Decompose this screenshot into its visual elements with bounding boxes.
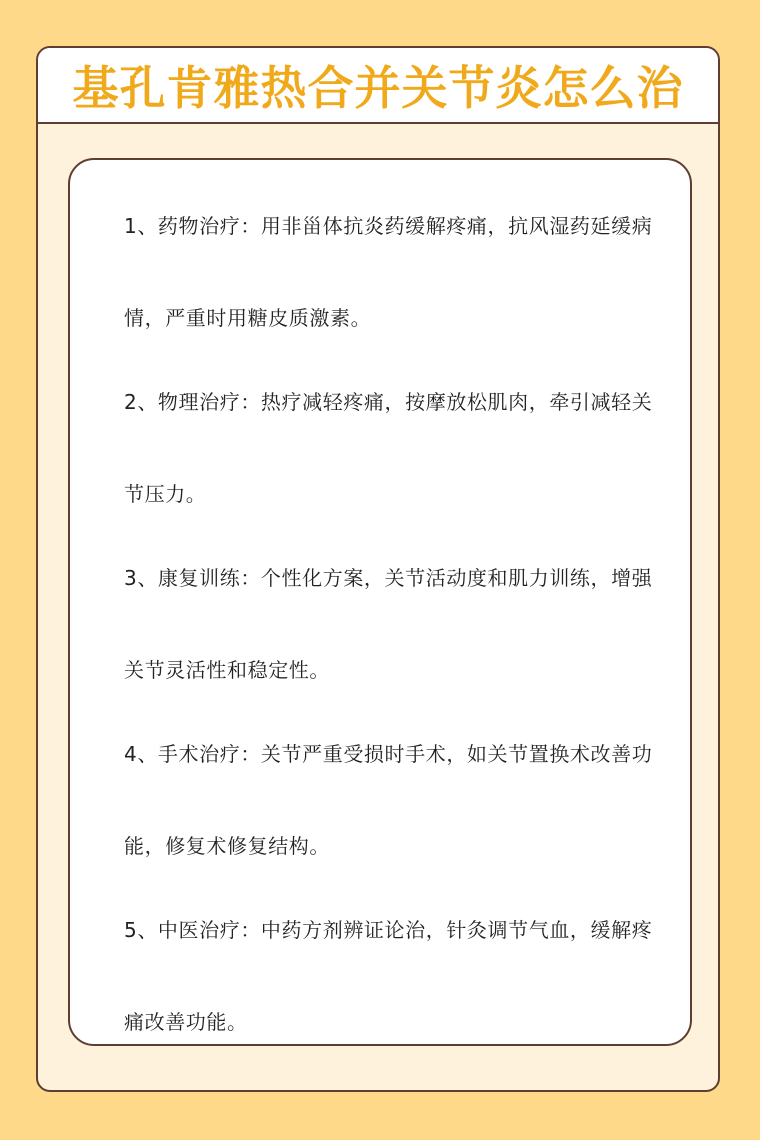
outer-card — [36, 46, 720, 1092]
page-title: 基孔肯雅热合并关节炎怎么治 — [72, 61, 684, 115]
list-item-rehab-training: 3、康复训练：个性化方案，关节活动度和肌力训练，增强关节灵活性和稳定性。 — [124, 566, 653, 682]
list-item-tcm-therapy: 5、中医治疗：中药方剂辨证论治，针灸调节气血，缓解疼痛改善功能。 — [124, 918, 653, 1034]
content-card — [68, 158, 692, 1046]
list-item-physical-therapy: 2、物理治疗：热疗减轻疼痛，按摩放松肌肉，牵引减轻关节压力。 — [124, 390, 653, 506]
title-banner — [38, 48, 718, 124]
list-item-surgery: 4、手术治疗：关节严重受损时手术，如关节置换术改善功能，修复术修复结构。 — [124, 742, 653, 858]
list-item-drug-therapy: 1、药物治疗：用非甾体抗炎药缓解疼痛，抗风湿药延缓病情，严重时用糖皮质激素。 — [124, 214, 653, 330]
